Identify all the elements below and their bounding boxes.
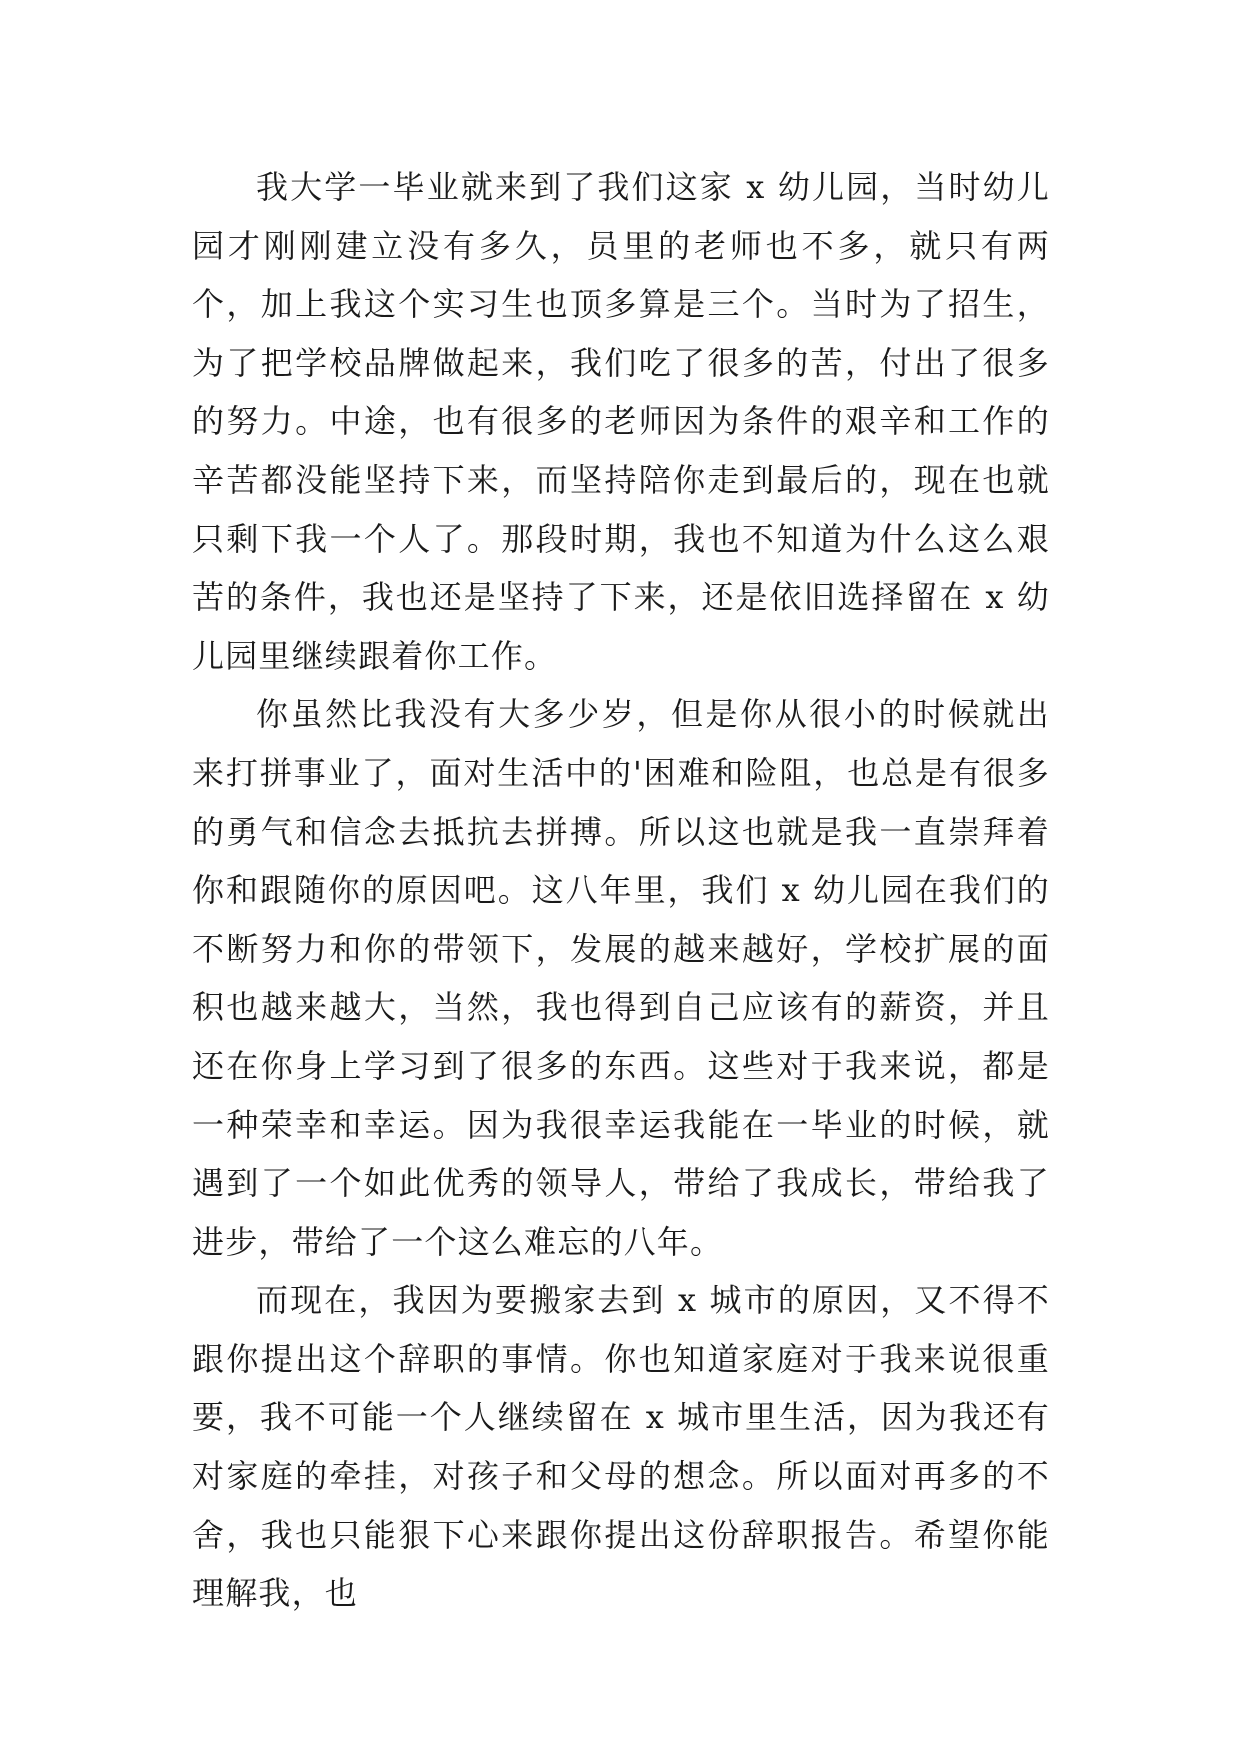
paragraph-1: 我大学一毕业就来到了我们这家 x 幼儿园，当时幼儿园才刚刚建立没有多久，员里的老师也不多，就只有两个，加上我这个实习生也顶多算是三个。当时为了招生，为了把学校品牌做起来，我们吃了很多的苦，付出了很多的努力。中途，也有很多的老师因为条件的艰辛和工作的辛苦都没能坚持下来，而坚持陪你走到最后的，现在也就只剩下我一个人了。那段时期，我也不知道为什么这么艰苦的条件，我也还是坚持了下来，还是依旧选择留在 x 幼儿园里继续跟着你工作。 xyxy=(192,168,1050,675)
paragraph-3: 而现在，我因为要搬家去到 x 城市的原因，又不得不跟你提出这个辞职的事情。你也知道家庭对于我来说很重要，我不可能一个人继续留在 x 城市里生活，因为我还有对家庭的牵挂，对孩子和父母的想念。所以面对再多的不舍，我也只能狠下心来跟你提出这份辞职报告。希望你能理解我，也 xyxy=(192,1281,1050,1613)
paragraph-2: 你虽然比我没有大多少岁，但是你从很小的时候就出来打拼事业了，面对生活中的'困难和险阻，也总是有很多的勇气和信念去抵抗去拼搏。所以这也就是我一直崇拜着你和跟随你的原因吧。这八年里，我们 x 幼儿园在我们的不断努力和你的带领下，发展的越来越好，学校扩展的面积也越来越大，当然，我也得到自己应该有的薪资，并且还在你身上学习到了很多的东西。这些对于我来说，都是一种荣幸和幸运。因为我很幸运我能在一毕业的时候，就遇到了一个如此优秀的领导人，带给了我成长，带给我了进步，带给了一个这么难忘的八年。 xyxy=(192,695,1050,1261)
document-body xyxy=(192,158,1050,1623)
